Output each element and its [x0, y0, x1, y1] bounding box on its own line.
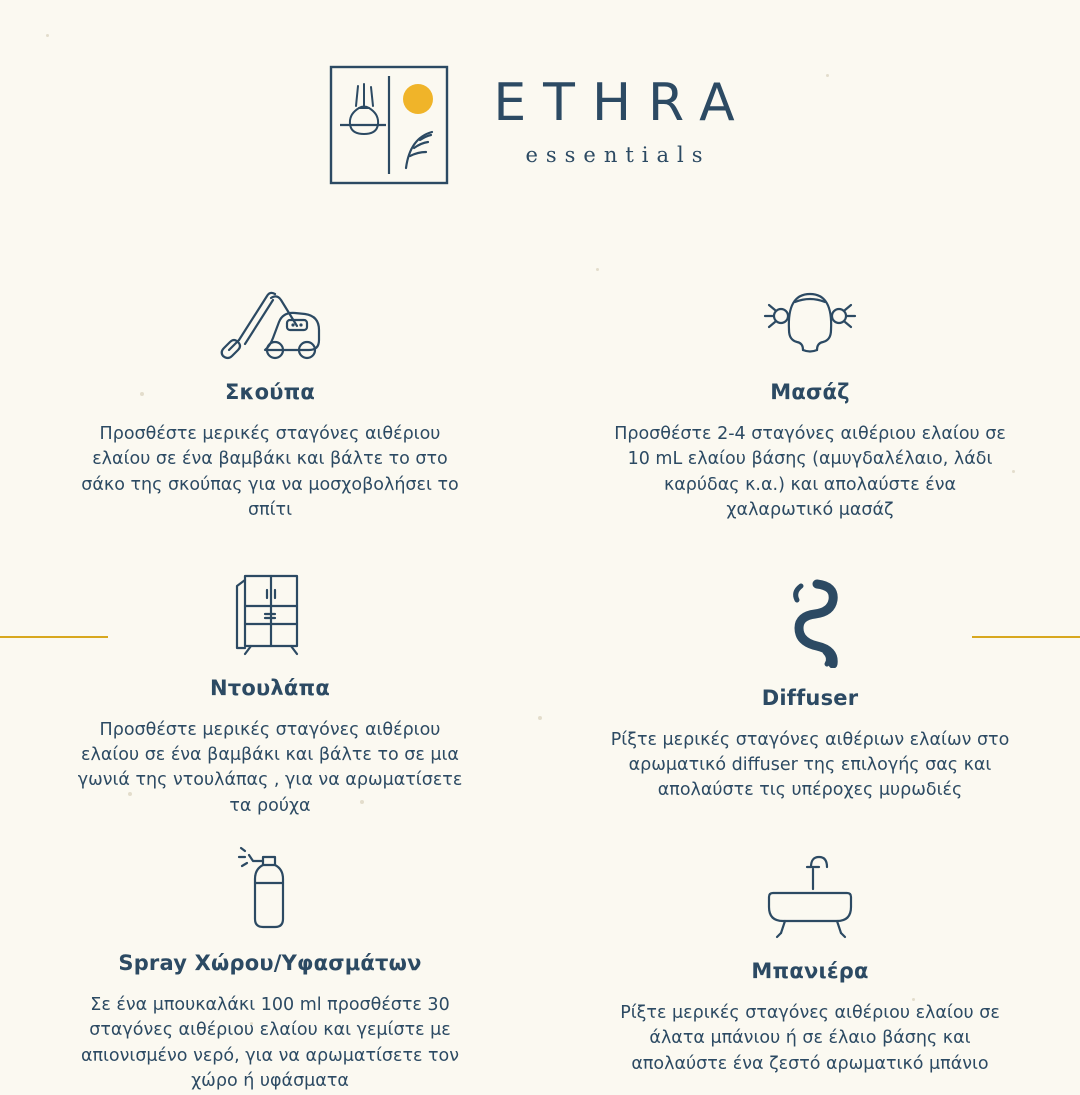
brand-name: ETHRA	[493, 73, 752, 133]
tip-title: Spray Χώρου/Υφασμάτων	[118, 951, 422, 975]
tip-card-spray	[0, 829, 540, 1095]
vacuum-cleaner-icon	[215, 258, 325, 362]
tip-title: Μπανιέρα	[751, 959, 869, 983]
tip-body: Προσθέστε μερικές σταγόνες αιθέριου ελαίου σε ένα βαμβάκι και βάλτε το σε μια γωνιά της ντουλάπας , για να αρωματίσετε τα ρούχα	[77, 719, 463, 816]
tip-body: Ρίξτε μερικές σταγόνες αιθέριων ελαίων στο αρωματικό diffuser της επιλογής σας και απολαύστε τις υπέροχες μυρωδιές	[610, 729, 1010, 801]
tip-title: Diffuser	[761, 685, 859, 710]
tip-body: Προσθέστε μερικές σταγόνες αιθέριου ελαίου σε ένα βαμβάκι και βάλτε το στο σάκο της σκούπας για να μοσχοβολήσει το σπίτι	[81, 424, 459, 521]
brand-header	[0, 64, 1080, 186]
brand-wordmark	[476, 73, 752, 173]
brand-tagline: essentials	[525, 143, 711, 167]
tip-card-bathtub	[540, 829, 1080, 1095]
tip-card-massage	[540, 258, 1080, 524]
tip-card-wardrobe	[0, 546, 540, 820]
wardrobe-icon	[215, 554, 325, 658]
ethra-logo-mark-icon	[328, 64, 450, 186]
speckle	[46, 34, 49, 37]
spray-bottle-icon	[215, 829, 325, 933]
tips-grid	[0, 258, 1080, 1095]
tip-title: Μασάζ	[770, 380, 850, 404]
tip-card-diffuser	[540, 546, 1080, 820]
tip-title: Ντουλάπα	[210, 675, 330, 700]
bathtub-icon	[755, 837, 865, 941]
tip-card-vacuum	[0, 258, 540, 524]
tip-body: Προσθέστε 2-4 σταγόνες αιθέριου ελαίου σε 10 mL ελαίου βάσης (αμυγδαλέλαιο, λάδι καρύδας κ.α.) και απολαύστε ένα χαλαρωτικό μασάζ	[614, 424, 1006, 521]
tip-title: Σκούπα	[224, 380, 316, 404]
massage-head-icon	[755, 258, 865, 362]
tip-body: Ρίξτε μερικές σταγόνες αιθέριου ελαίου σε άλατα μπάνιου ή σε έλαιο βάσης και απολαύστε ένα ζεστό αρωματικό μπάνιο	[620, 1003, 1000, 1074]
diffuser-smoke-icon	[755, 564, 865, 668]
tip-body: Σε ένα μπουκαλάκι 100 ml προσθέστε 30 σταγόνες αιθέριου ελαίου και γεμίστε με απιονισμένο νερό, για να αρωματίσετε τον χώρο ή υφάσματα	[80, 995, 460, 1092]
